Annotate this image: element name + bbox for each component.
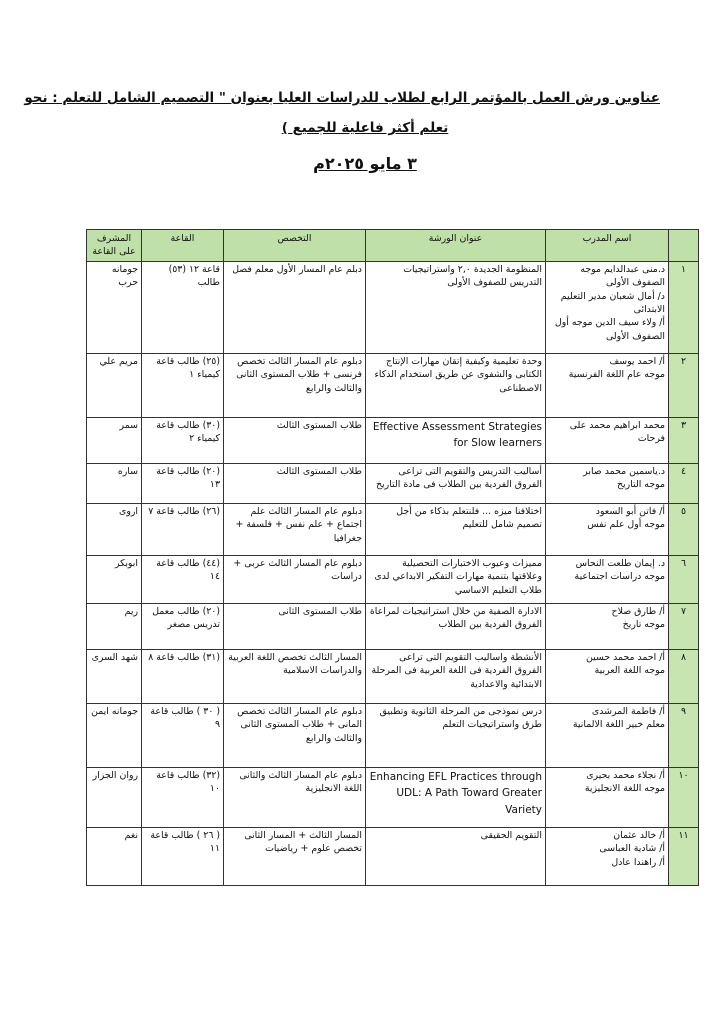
specialization: دبلوم عام المسار الثالث تخصص المانى + طلاب المستوى الثانى والثالث والرابع [224, 704, 366, 768]
room-supervisor: شهد السرى [87, 650, 142, 704]
room-supervisor: جومانه ايمن [87, 704, 142, 768]
room: (٣١) طالب قاعة ٨ [142, 650, 224, 704]
table-row [87, 464, 699, 504]
workshop-topic: أساليب التدريس والتقويم التى تراعى الفروق الفردية بين الطلاب فى مادة التاريخ [366, 464, 546, 504]
workshop-topic: الأنشطة واساليب التقويم التى تراعى الفروق الفردية فى اللغة العربية فى المرحلة الابتدائية والاعدادية [366, 650, 546, 704]
workshop-topic: المنظومة الجديدة ٢,٠ واستراتيجيات التدريس للصفوف الأولى [366, 262, 546, 354]
workshops-table [86, 229, 699, 886]
trainer-name: أ/ احمد محمد حسين [586, 652, 665, 663]
trainer-name: أ/ خالد عثمان [613, 830, 665, 841]
table-header-row [87, 230, 699, 262]
table-row [87, 262, 699, 354]
room-supervisor: روان الجزار [87, 768, 142, 828]
trainer-cell [546, 354, 669, 418]
header-room: القاعة [142, 230, 224, 262]
workshop-topic: وحدة تعليمية وكيفية إتقان مهارات الإنتاج الكتابى والشفوى عن طريق استخدام الذكاء الاصطناعى [366, 354, 546, 418]
trainer-name: أ/ طارق صلاح [611, 606, 665, 617]
table-row [87, 354, 699, 418]
workshop-topic: اختلافنا ميزه ... فلنتعلم بذكاء من أجل تصميم شامل للتعليم [366, 504, 546, 556]
trainer-name: أ/ ولاء سيف الدين موجه أول الصفوف الأولى [554, 317, 665, 342]
trainer-cell [546, 604, 669, 650]
trainer-cell [546, 556, 669, 604]
row-index: ١٠ [669, 768, 699, 828]
trainer-name: موجه تاريخ [622, 619, 665, 631]
room-supervisor: ابوبكر [87, 556, 142, 604]
trainer-cell [546, 704, 669, 768]
specialization: دبلوم عام المسار الثالث تخصص فرنسى + طلاب المستوى الثانى والثالث والرابع [224, 354, 366, 418]
trainer-name: موجه اللغة العربية [594, 665, 665, 677]
room: ( ٢٦ ) طالب قاعة ١١ [142, 828, 224, 886]
room-supervisor: نغم [87, 828, 142, 886]
room-supervisor: سمر [87, 418, 142, 464]
specialization: طلاب المستوى الثالث [224, 464, 366, 504]
specialization: دبلوم عام المسار الثالث عربى + دراسات [224, 556, 366, 604]
trainer-cell [546, 504, 669, 556]
trainer-cell [546, 262, 669, 354]
trainer-cell [546, 464, 669, 504]
header-supervisor: المشرف على القاعة [87, 230, 142, 262]
room: (٢٠) طالب قاعة ١٣ [142, 464, 224, 504]
trainer-name: موجه اللغة الانجليزية [584, 783, 665, 795]
row-index: ١ [669, 262, 699, 354]
room: (٢٥) طالب قاعة كيمياء ١ [142, 354, 224, 418]
header-index [669, 230, 699, 262]
table-row [87, 556, 699, 604]
trainer-name: د.ياسمين محمد صابر [583, 466, 665, 477]
specialization: المسار الثالث + المسار الثانى تخصص علوم + رياضيات [224, 828, 366, 886]
room: (٢٠) طالب معمل تدريس مصغر [142, 604, 224, 650]
room-supervisor: ريم [87, 604, 142, 650]
row-index: ٤ [669, 464, 699, 504]
trainer-cell [546, 418, 669, 464]
trainer-name: أ/ فاطمة المرشدى [591, 706, 665, 717]
room-supervisor: مريم علي [87, 354, 142, 418]
row-index: ٧ [669, 604, 699, 650]
trainer-cell [546, 650, 669, 704]
title-line-1: عناوين ورش العمل بالمؤتمر الرابع لطلاب للدراسات العليا بعنوان " التصميم الشامل للتعلم : نحو [24, 90, 660, 106]
trainer-name: أ/ شادية العباسى [599, 843, 665, 855]
trainer-name: أ/ فاتن أبو السعود [595, 506, 665, 517]
trainer-name: موجه التاريخ [616, 479, 665, 491]
trainer-name: موجه دراسات اجتماعية [574, 571, 665, 583]
room: (٣٢) طالب قاعة ١٠ [142, 768, 224, 828]
trainer-name: أ/ احمد يوسف [609, 356, 665, 367]
room: (٤٤) طالب قاعة ١٤ [142, 556, 224, 604]
table-row [87, 418, 699, 464]
trainer-name: أ/ راهندا عادل [611, 856, 665, 868]
table-row [87, 768, 699, 828]
room-supervisor: ساره [87, 464, 142, 504]
title-line-2: تعلم أكثر فاعلية للجميع ) [281, 120, 449, 136]
workshop-topic: التقويم الحقيقى [366, 828, 546, 886]
specialization: طلاب المستوى الثالث [224, 418, 366, 464]
page-header [24, 90, 660, 173]
trainer-name: د. إيمان طلعت النحاس [575, 558, 665, 569]
specialization: دبلوم عام المسار الثالث والثانى اللغة الانجليزية [224, 768, 366, 828]
row-index: ٢ [669, 354, 699, 418]
table-row [87, 504, 699, 556]
table-row [87, 650, 699, 704]
row-index: ٣ [669, 418, 699, 464]
workshop-topic: Effective Assessment Strategies for Slow learners [366, 418, 546, 464]
workshop-topic: درس نموذجى من المرحلة الثانوية وتطبيق طرق واستراتيجيات التعلم [366, 704, 546, 768]
room: (٢٦) طالب قاعة ٧ [142, 504, 224, 556]
workshop-topic: الادارة الصفية من خلال استراتيجيات لمراعاة الفروق الفردية بين الطلاب [366, 604, 546, 650]
room-supervisor: اروى [87, 504, 142, 556]
table-row [87, 704, 699, 768]
trainer-name: موجه عام اللغة الفرنسية [568, 369, 665, 381]
row-index: ١١ [669, 828, 699, 886]
room: (٣٠) طالب قاعة كيمياء ٢ [142, 418, 224, 464]
header-specialization: التخصص [224, 230, 366, 262]
specialization: طلاب المستوى الثانى [224, 604, 366, 650]
trainer-name: محمد ابراهيم محمد على فرحات [569, 420, 665, 445]
room: قاعة ١٢ (٥٣) طالب [142, 262, 224, 354]
room-supervisor: جومانه حرب [87, 262, 142, 354]
row-index: ٥ [669, 504, 699, 556]
specialization: دبلم عام المسار الأول معلم فصل [224, 262, 366, 354]
trainer-name: معلم خبير اللغة الالمانية [572, 719, 665, 731]
table-row [87, 604, 699, 650]
workshop-topic: مميزات وعيوب الاختبارات التحصيلية وعلاقتها بتنمية مهارات التفكير الابداعي لدى طلاب التعليم الاساسي [366, 556, 546, 604]
header-trainer: اسم المدرب [546, 230, 669, 262]
trainer-name: أ/ نجلاء محمد بحيرى [586, 770, 665, 781]
trainer-name: موجه أول علم نفس [587, 519, 665, 531]
event-date: ٣ مايو ٢٠٢٥م [313, 154, 417, 173]
header-topic: عنوان الورشة [366, 230, 546, 262]
row-index: ٩ [669, 704, 699, 768]
trainer-name: د.منى عبدالدايم موجه الصفوف الأولى [580, 264, 665, 289]
trainer-cell [546, 828, 669, 886]
trainer-name: د/ أمال شعبان مدير التعليم الابتدائى [560, 290, 665, 316]
trainer-cell [546, 768, 669, 828]
specialization: المسار الثالث تخصص اللغة العربية والدراسات الاسلامية [224, 650, 366, 704]
row-index: ٨ [669, 650, 699, 704]
table-row [87, 828, 699, 886]
row-index: ٦ [669, 556, 699, 604]
workshop-topic: Enhancing EFL Practices through UDL: A Path Toward Greater Variety [366, 768, 546, 828]
specialization: دبلوم عام المسار الثالث علم اجتماع + علم نفس + فلسفة + جغرافيا [224, 504, 366, 556]
room: ( ٣٠ ) طالب قاعة ٩ [142, 704, 224, 768]
